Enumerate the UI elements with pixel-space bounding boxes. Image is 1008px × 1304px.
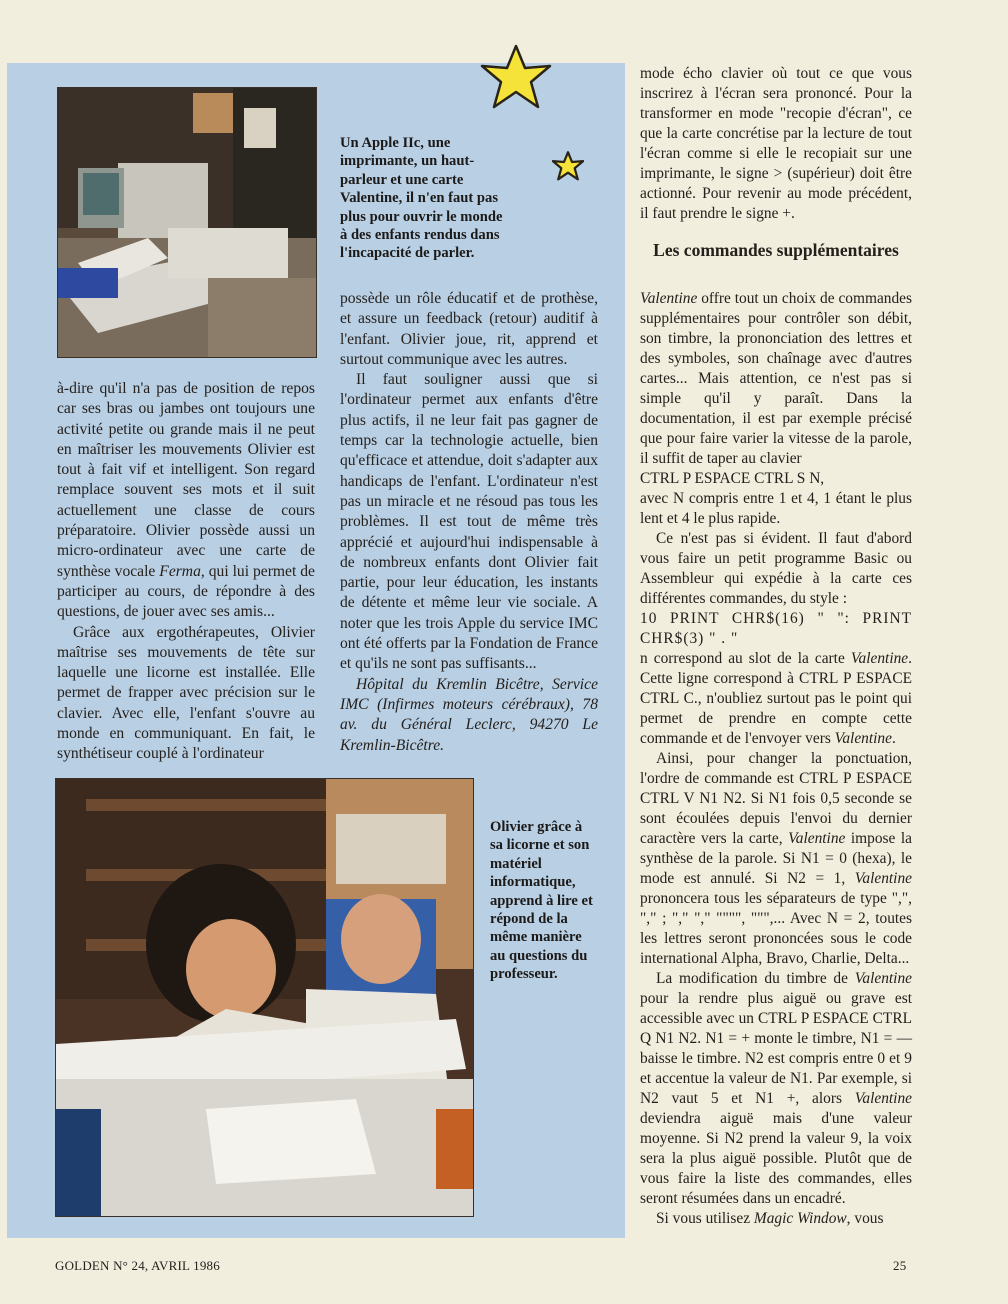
italic-text: Valentine: [850, 650, 909, 667]
text-run: La modification du timbre de: [656, 970, 855, 987]
text-run: .: [891, 730, 896, 747]
paragraph: Ce n'est pas si évident. Il faut d'abord vous faire un petit programme Basic ou Assembleur qui expédie à la carte ces différentes commandes, du style :: [640, 530, 912, 607]
paragraph: [640, 969, 912, 1209]
italic-text: Magic Window: [753, 1210, 847, 1227]
paragraph: mode écho clavier où tout ce que vous inscrirez à l'écran sera prononcé. Pour la transformer en mode "recopie d'écran", ce que la carte concrétise par la lecture de tout l'écran comme si elle le recopiait sur une imprimante, le signe > (supérieur) doit être actionné. Pour revenir au mode précédent, il faut prendre le signe +.: [640, 65, 912, 222]
text-run: , qui lui permet de participer au cours, de répondre à des questions, de jouer avec ses amis...: [57, 562, 315, 621]
text-run: Ainsi, pour changer la ponctuation, l'ordre de commande est CTRL P ESPACE CTRL V N1 N2. Si N1 fois 0,5 seconde se sont écoulées depuis l'envoi du dernier caractère vers la carte,: [640, 750, 912, 847]
paragraph: [640, 649, 912, 749]
command-line: CTRL P ESPACE CTRL S N,: [640, 470, 825, 487]
caption-text: Un Apple IIc, une imprimante, un haut-parleur et une carte Valentine, il n'en faut pas plus pour ouvrir le monde à des enfants rendus dans l'incapacité de parler.: [340, 135, 503, 262]
photo-caption-olivier: [490, 818, 595, 984]
italic-text: Valentine: [854, 970, 912, 987]
large-star-icon: [480, 44, 552, 110]
text-run: pour la rendre plus aiguë ou grave est accessible avec un CTRL P ESPACE CTRL Q N1 N2. N1 = + monte le timbre, N1 = — baisse le timbre. N2 est compris entre 0 et 9 et accentue la valeur de N1. Par exemple, si N2 vaut 5 et N1 +, alors: [640, 990, 912, 1107]
text-run: à-dire qu'il n'a pas de position de repos car ses bras ou jambes ont toujours une activité petite ou grande mais il ne peut en maîtriser les mouvements Olivier est tout à fait vif et intelligent. Son regard remplace souvent ses mots et il suit actuellement une classe de cours préparatoire. Olivier possède aussi un micro-ordinateur avec une carte de synthèse vocale: [57, 380, 315, 580]
text-run: . Cette ligne correspond à CTRL P ESPACE CTRL C., n'oubliez surtout pas le point qui permet de prendre en compte cette commande et de l'envoyer vers: [640, 650, 912, 747]
heading-text: Les commandes supplémentaires: [653, 240, 899, 260]
column-3-text: [640, 64, 912, 224]
italic-text: Valentine: [854, 870, 912, 887]
text-run: n correspond au slot de la carte: [640, 650, 851, 667]
text-run: , vous: [846, 1210, 884, 1227]
paragraph: [640, 1209, 912, 1229]
section-heading: [640, 240, 912, 261]
column-3-text-lower: [640, 289, 912, 1229]
text-run: impose la synthèse de la parole. Si N1 = 0 (hexa), le mode est annulé. Si N2 = 1,: [640, 830, 912, 887]
paragraph: avec N compris entre 1 et 4, 1 étant le plus lent et 4 le plus rapide.: [640, 490, 912, 527]
text-run: deviendra aiguë mais d'une valeur moyenne. Si N2 prend la valeur 9, la voix sera la plus aiguë possible. Plutôt que de vous faire la liste des commandes, elles seront résumées dans un encadré.: [640, 1110, 912, 1207]
italic-text: Valentine: [834, 730, 892, 747]
paragraph: Grâce aux ergothérapeutes, Olivier maîtrise ses mouvements de tête sur laquelle une licorne est installée. Elle permet de frapper avec précision sur le clavier. Avec elle, l'enfant s'ouvre au monde en communiquant. En fait, le synthétiseur couplé à l'ordinateur: [57, 623, 315, 763]
paragraph: [640, 289, 912, 469]
apple-iic-computer-photo: [57, 87, 317, 358]
text-run: Si vous utilisez: [656, 1210, 754, 1227]
italic-text: Valentine: [788, 830, 846, 847]
italic-text: Valentine: [640, 290, 698, 307]
footer-publication: GOLDEN N° 24, AVRIL 1986: [55, 1258, 220, 1273]
code-line: 10 PRINT CHR$(16) " ": PRINT CHR$(3) " . ": [640, 610, 912, 647]
paragraph: Il faut souligner aussi que si l'ordinateur permet aux enfants d'être plus actifs, il ne leur fait pas gagner de temps car la technologie actuelle, bien qu'efficace et attendue, doit s'adapter aux handicaps de l'enfant. L'ordinateur n'est pas un miracle et ne résoud pas tous les problèmes. Il est tout de même très apprécié et aujourd'hui indispensable à de nombreux enfants dont Olivier fait partie, pour leur éducation, les instants de détente et même leur vie sociale. A noter que les trois Apple du service IMC ont été offerts par la Fondation de France et qu'ils ne sont pas suffisants...: [340, 371, 598, 673]
paragraph: [640, 749, 912, 969]
address-paragraph: Hôpital du Kremlin Bicêtre, Service IMC (Infirmes moteurs cérébraux), 78 av. du Général Leclerc, 94270 Le Kremlin-Bicêtre.: [340, 675, 598, 754]
italic-text: Ferma: [159, 562, 201, 580]
olivier-classroom-photo: [55, 778, 474, 1217]
small-star-icon: [552, 150, 584, 182]
photo-caption-computer: [340, 134, 510, 263]
italic-text: Valentine: [854, 1090, 912, 1107]
text-run: offre tout un choix de commandes supplémentaires pour contrôler son débit, son timbre, la prononciation des lettres et des symboles, son chaînage avec d'autres cartes... Mais attention, ce n'est pas si simple qu'il y paraît. Dans la documentation, il est par exemple précisé que pour faire varier la vitesse de la parole, il suffit de taper au clavier: [640, 290, 912, 467]
column-1-text: [57, 379, 315, 765]
page-number: 25: [893, 1258, 907, 1273]
caption-text: Olivier grâce à sa licorne et son matériel informatique, apprend à lire et répond de la même manière au questions du professeur.: [490, 819, 593, 983]
paragraph: possède un rôle éducatif et de prothèse, et assure un feedback (retour) auditif à l'enfant. Olivier joue, rit, apprend et surtout communique avec les autres.: [340, 290, 598, 368]
paragraph: [57, 379, 315, 623]
column-2-text: [340, 289, 598, 756]
text-run: prononcera tous les séparateurs de type ",", "," ; "," "," """", """,... Avec N = 2, toutes les lettres seront prononcées sous le code international Alpha, Bravo, Charlie, Delta...: [640, 890, 912, 967]
